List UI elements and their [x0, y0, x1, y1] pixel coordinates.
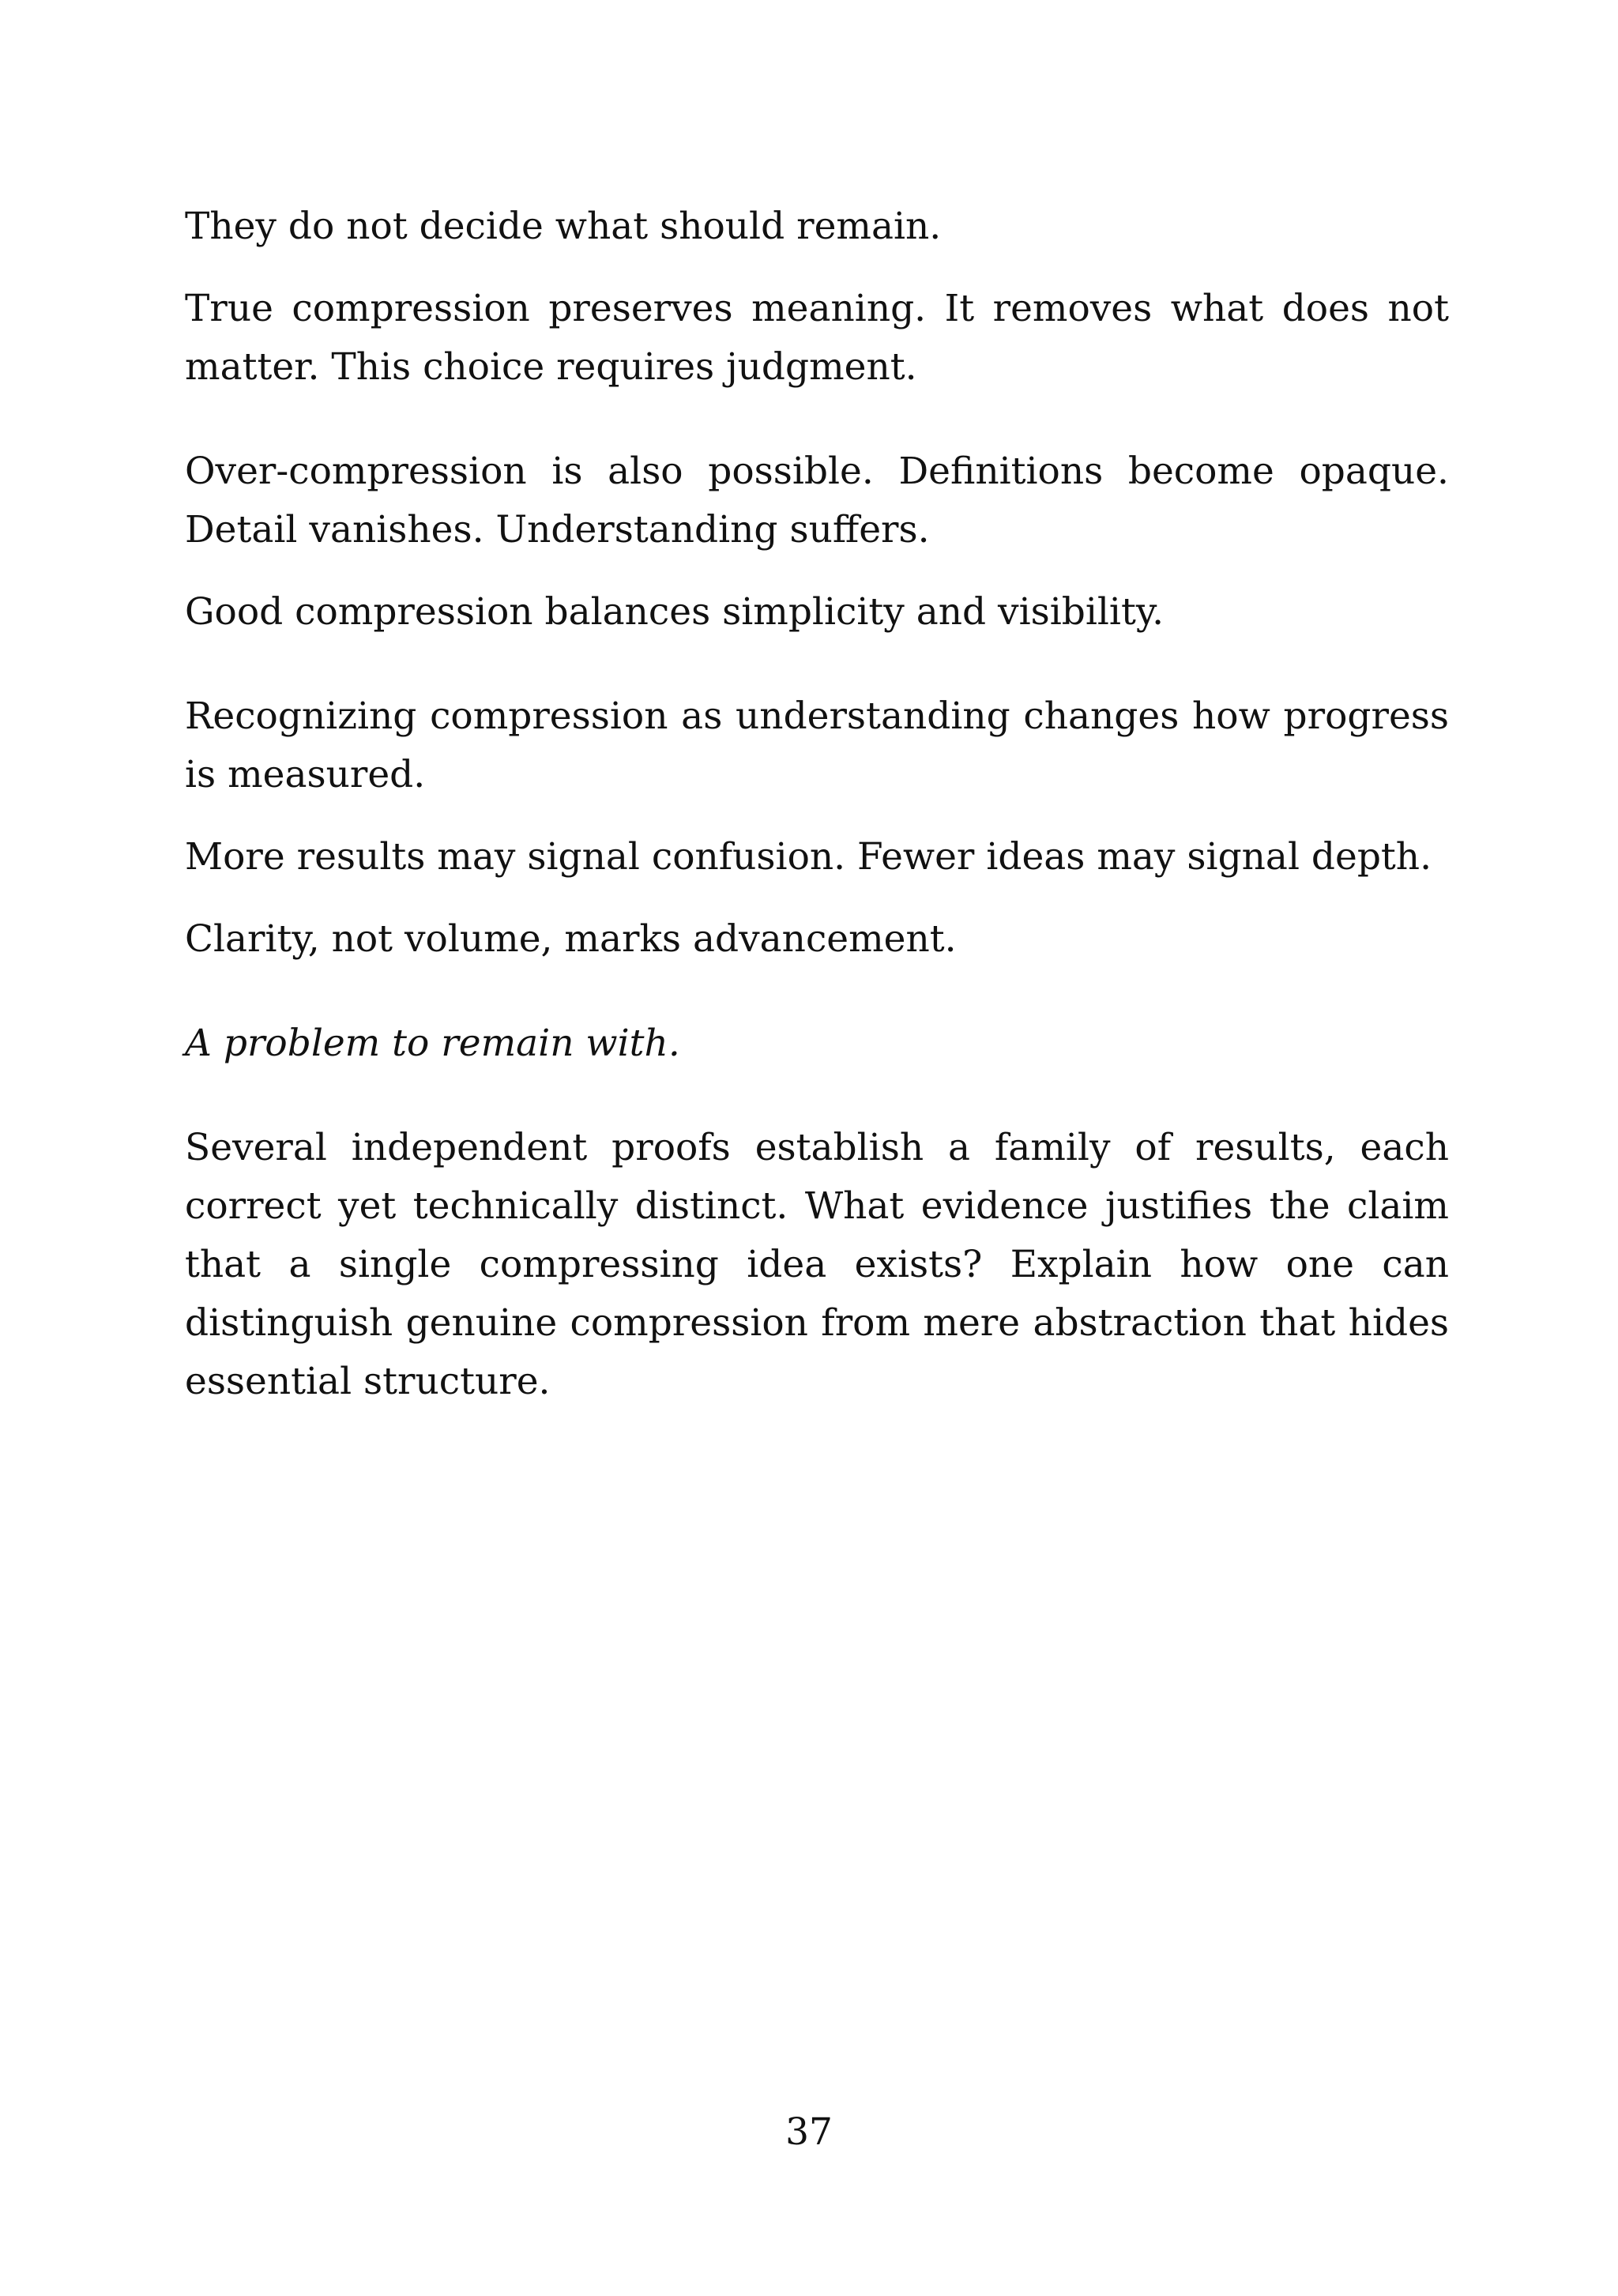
paragraph: Good compression balances simplicity and visibility. [185, 590, 1165, 634]
paragraph: True compression preserves meaning. It removes what does not matter. This choice requires judgment. [185, 287, 1449, 389]
page-number: 37 [785, 2110, 833, 2154]
paragraph: Clarity, not volume, marks advancement. [185, 917, 957, 961]
paragraph: Recognizing compression as understanding changes how progress is measured. [185, 694, 1449, 796]
problem-statement: Several independent proofs establish a family of results, each correct yet technically distinct. What evidence justifies the claim that a single compressing idea exists? Explain how one can distinguish genuine compression from mere abstraction that hides essential structure. [185, 1126, 1449, 1403]
paragraph: More results may signal confusion. Fewer ideas may signal depth. [185, 835, 1432, 879]
page-body [185, 198, 1449, 1411]
paragraph: Over-compression is also possible. Definitions become opaque. Detail vanishes. Understanding suffers. [185, 450, 1449, 551]
problem-heading: A problem to remain with. [185, 1022, 680, 1065]
paragraph: They do not decide what should remain. [185, 205, 942, 248]
